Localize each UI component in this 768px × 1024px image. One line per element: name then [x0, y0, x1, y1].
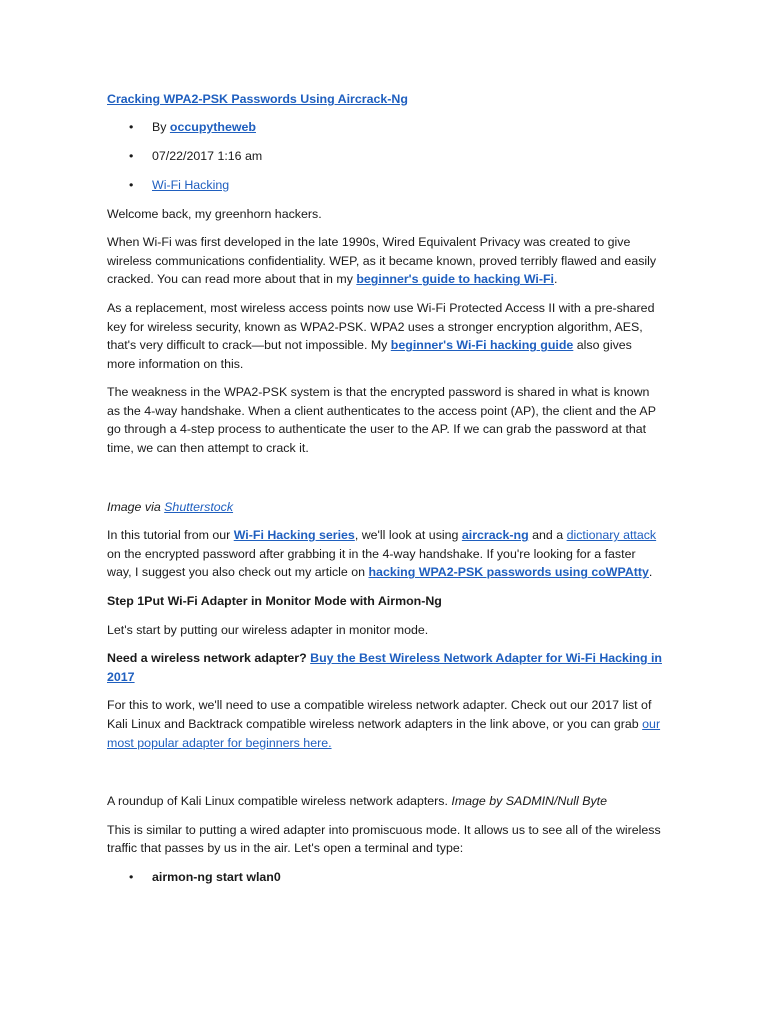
adapter-question: Need a wireless network adapter? — [107, 651, 307, 666]
command-text: airmon-ng start wlan0 — [152, 869, 281, 884]
tutorial-text-5: . — [648, 565, 653, 580]
publish-date: 07/22/2017 1:16 am — [152, 148, 263, 163]
wpa2-paragraph — [107, 299, 663, 373]
wep-text-2: . — [554, 272, 558, 287]
bullet-icon: • — [129, 119, 134, 134]
best-adapter-link[interactable]: Buy the Best Wireless Network Adapter for Wi-Fi Hacking in 2017 — [107, 651, 662, 684]
article-title — [107, 90, 663, 109]
intro-paragraph: Welcome back, my greenhorn hackers. — [107, 206, 322, 221]
meta-date — [107, 147, 663, 166]
weakness-paragraph: The weakness in the WPA2-PSK system is that the encrypted password is shared in what is known as the 4-way handshake. When a client authenticates to the access point (AP), the client and the AP go through a 4-step process to authenticate the user to the AP. If we can grab the password at that time, we can then attempt to crack it. — [107, 385, 656, 456]
command-item — [107, 868, 663, 887]
image-caption-1 — [107, 498, 663, 517]
wpa2-text-2: also gives more information on this. — [107, 338, 632, 371]
shutterstock-link[interactable]: Shutterstock — [164, 499, 234, 514]
monitor-mode-paragraph: Let's start by putting our wireless adapter in monitor mode. — [107, 622, 429, 637]
wep-text-1: When Wi-Fi was first developed in the late 1990s, Wired Equivalent Privacy was created to give wireless communications confidentiality. WEP, as it became known, proved terribly flawed and easily cracked. You can read more about that in my — [107, 235, 657, 287]
category-link[interactable]: Wi-Fi Hacking — [152, 177, 230, 192]
wifi-hacking-series-link[interactable]: Wi-Fi Hacking series — [233, 528, 355, 543]
step1-heading: Step 1Put Wi-Fi Adapter in Monitor Mode with Airmon-Ng — [107, 594, 442, 609]
article-title-link[interactable]: Cracking WPA2-PSK Passwords Using Aircrack-Ng — [107, 92, 408, 106]
image-placeholder-2 — [107, 762, 663, 792]
article-body — [107, 90, 663, 897]
tutorial-text-4: on the encrypted password after grabbing it in the 4-way handshake. If you're looking for a faster way, I suggest you also check out my article on — [107, 546, 636, 580]
cowpatty-link[interactable]: hacking WPA2-PSK passwords using coWPAtty — [368, 565, 649, 580]
by-label: By — [152, 119, 170, 134]
popular-adapter-link[interactable]: our most popular adapter for beginners here. — [107, 717, 661, 750]
bullet-icon: • — [129, 869, 134, 884]
adapter-paragraph — [107, 649, 663, 686]
caption-text: A roundup of Kali Linux compatible wireless network adapters. — [107, 794, 452, 809]
bullet-icon: • — [129, 177, 134, 192]
tutorial-paragraph — [107, 526, 663, 582]
author-link[interactable]: occupytheweb — [169, 119, 256, 134]
article-meta-list — [107, 118, 663, 195]
wep-paragraph — [107, 233, 663, 289]
tutorial-text-3: and a — [528, 528, 567, 543]
caption-credit: Image by SADMIN/Null Byte — [451, 794, 607, 809]
image-placeholder-1 — [107, 468, 663, 498]
meta-category — [107, 176, 663, 195]
dictionary-attack-link[interactable]: dictionary attack — [566, 528, 657, 543]
tutorial-text-1: In this tutorial from our — [107, 528, 234, 543]
compatible-adapter-paragraph — [107, 696, 663, 752]
tutorial-text-2: , we'll look at using — [354, 528, 462, 543]
beginners-guide-link[interactable]: beginner's guide to hacking Wi-Fi — [356, 272, 554, 287]
image-caption-2 — [107, 792, 663, 811]
caption-label: Image via — [107, 499, 165, 514]
wifi-hacking-guide-link[interactable]: beginner's Wi-Fi hacking guide — [390, 338, 574, 353]
compatible-text: For this to work, we'll need to use a compatible wireless network adapter. Check out our 2017 list of Kali Linux and Backtrack compatible wireless network adapters in the link above, or you can grab — [107, 698, 652, 732]
meta-author — [107, 118, 663, 137]
aircrack-ng-link[interactable]: aircrack-ng — [461, 528, 529, 543]
bullet-icon: • — [129, 148, 134, 163]
command-list — [107, 868, 663, 887]
promiscuous-paragraph: This is similar to putting a wired adapter into promiscuous mode. It allows us to see all of the wireless traffic that passes by us in the air. Let's open a terminal and type: — [107, 822, 661, 856]
wpa2-text-1: As a replacement, most wireless access points now use Wi-Fi Protected Access II with a pre-shared key for wireless security, known as WPA2-PSK. WPA2 uses a stronger encryption algorithm, AES, that's very difficult to crack—but not impossible. My — [107, 300, 655, 353]
